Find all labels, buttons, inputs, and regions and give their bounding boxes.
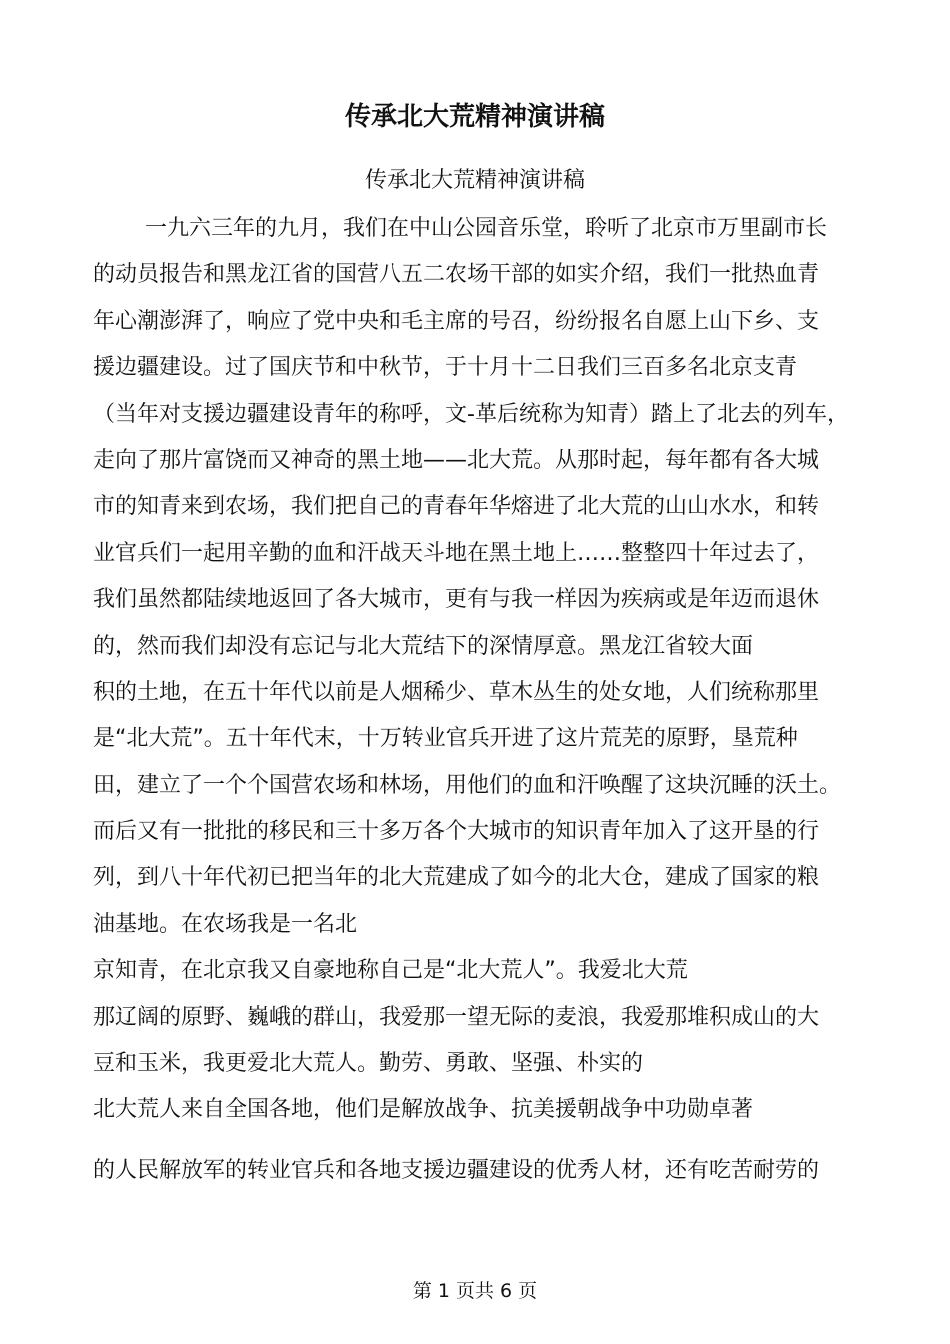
text-line: 年心潮澎湃了，响应了党中央和毛主席的号召，纷纷报名自愿上山下乡、支 bbox=[93, 308, 820, 334]
text-line: 列，到八十年代初已把当年的北大荒建成了如今的北大仓，建成了国家的粮 bbox=[93, 865, 820, 891]
text-line: 是“北大荒”。五十年代末，十万转业官兵开进了这片荒芜的原野，垦荒种 bbox=[93, 726, 798, 752]
text-line: 援边疆建设。过了国庆节和中秋节，于十月十二日我们三百多名北京支青 bbox=[93, 355, 798, 381]
text-line: 田，建立了一个个国营农场和林场，用他们的血和汗唤醒了这块沉睡的沃土。 bbox=[93, 772, 842, 798]
text-line: （当年对支援边疆建设青年的称呼，文-革后统称为知青）踏上了北去的列车， bbox=[93, 401, 849, 427]
text-line: 一九六三年的九月，我们在中山公园音乐堂，聆听了北京市万里副市长 bbox=[145, 216, 828, 241]
document-subtitle: 传承北大荒精神演讲稿 bbox=[364, 168, 585, 193]
document-title: 传承北大荒精神演讲稿 bbox=[344, 102, 605, 132]
text-line: 的人民解放军的转业官兵和各地支援边疆建设的优秀人材，还有吃苦耐劳的 bbox=[93, 1157, 820, 1183]
text-line: 业官兵们一起用辛勤的血和汗战天斗地在黑土地上……整整四十年过去了， bbox=[93, 540, 820, 566]
text-line: 积的土地，在五十年代以前是人烟稀少、草木丛生的处女地，人们统称那里 bbox=[93, 679, 820, 705]
text-line: 北大荒人来自全国各地，他们是解放战争、抗美援朝战争中功勋卓著 bbox=[93, 1097, 754, 1123]
text-line: 那辽阔的原野、巍峨的群山，我爱那一望无际的麦浪，我爱那堆积成山的大 bbox=[93, 1004, 820, 1030]
page-number: 第 1 页共 6 页 bbox=[412, 1280, 538, 1302]
text-line: 市的知青来到农场，我们把自己的青春年华熔进了北大荒的山山水水，和转 bbox=[93, 494, 820, 520]
text-line: 而后又有一批批的移民和三十多万各个大城市的知识青年加入了这开垦的行 bbox=[93, 819, 820, 845]
text-line: 的，然而我们却没有忘记与北大荒结下的深情厚意。黑龙江省较大面 bbox=[93, 633, 754, 659]
text-line: 油基地。在农场我是一名北 bbox=[93, 911, 358, 937]
text-line: 豆和玉米，我更爱北大荒人。勤劳、勇敢、坚强、朴实的 bbox=[93, 1051, 644, 1077]
text-line: 京知青，在北京我又自豪地称自己是“北大荒人”。我爱北大荒 bbox=[93, 958, 688, 984]
document-body bbox=[93, 214, 873, 1202]
text-line: 的动员报告和黑龙江省的国营八五二农场干部的如实介绍，我们一批热血青 bbox=[93, 262, 820, 288]
text-line: 走向了那片富饶而又神奇的黑土地——北大荒。从那时起，每年都有各大城 bbox=[93, 447, 820, 473]
text-line: 我们虽然都陆续地返回了各大城市，更有与我一样因为疾病或是年迈而退休 bbox=[93, 587, 820, 613]
